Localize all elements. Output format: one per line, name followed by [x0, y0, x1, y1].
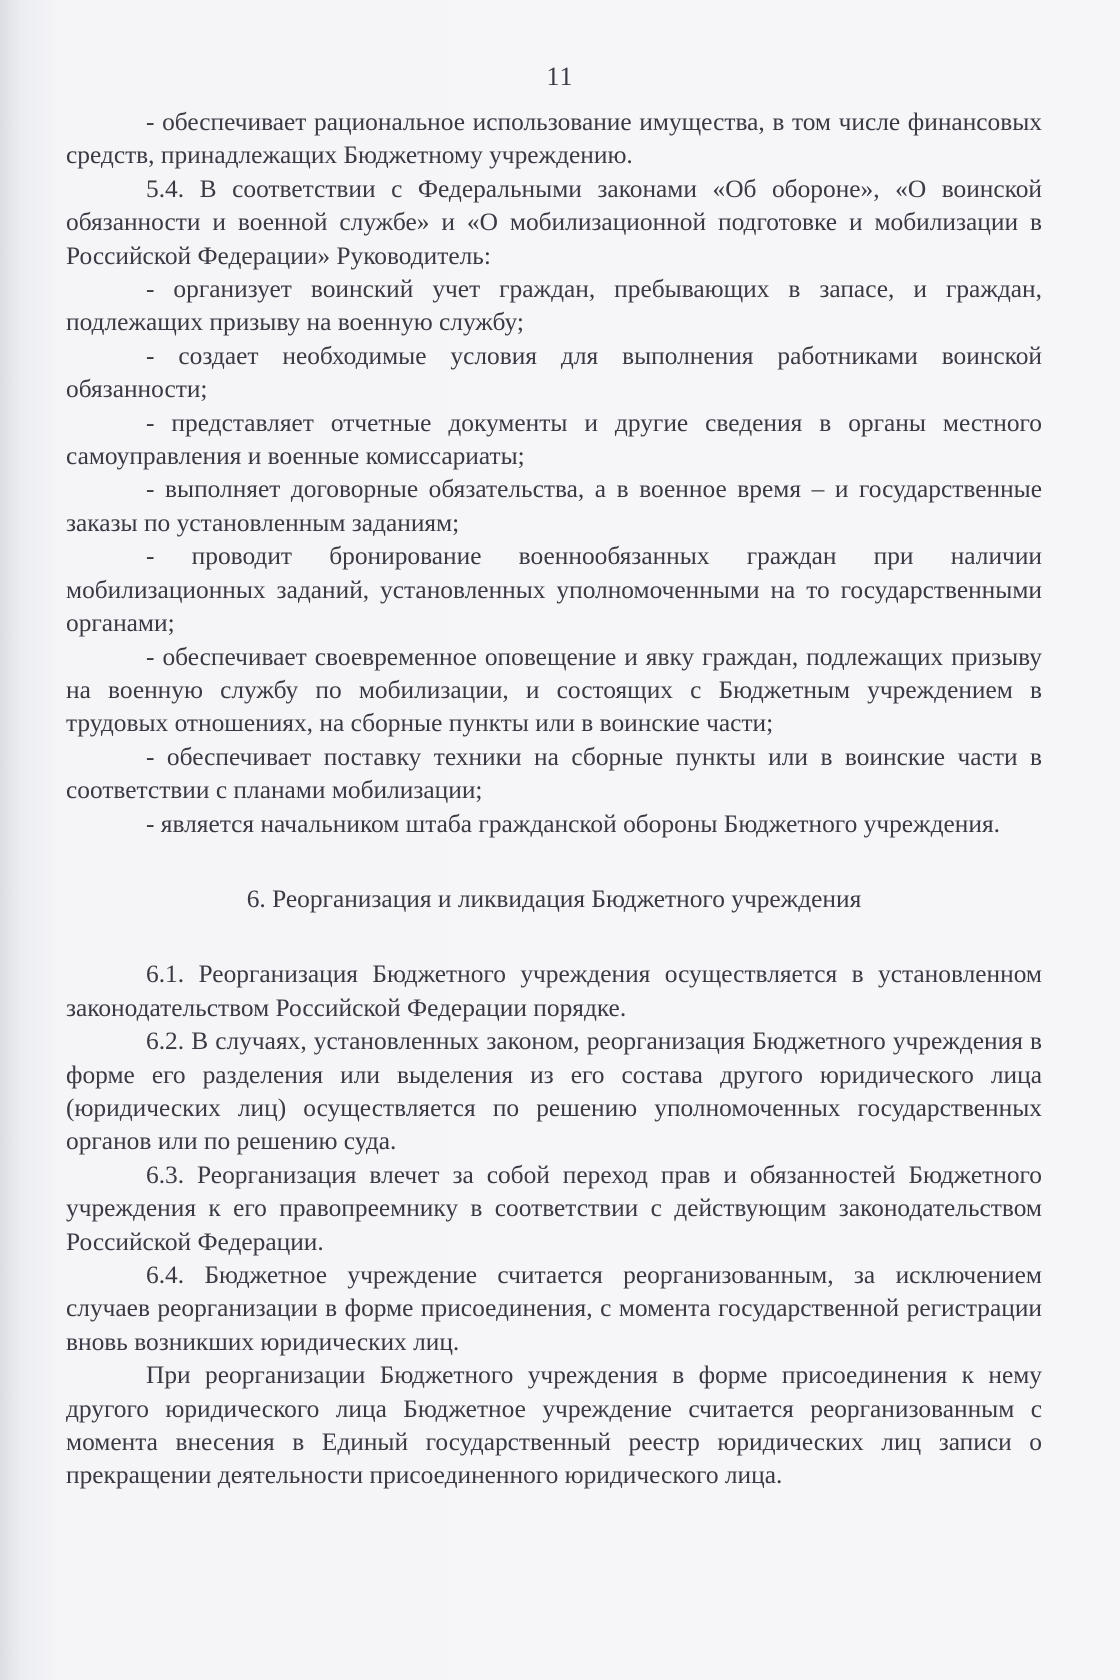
list-item-civil-defense: - является начальником штаба гражданской обороны Бюджетного учреждения.: [146, 809, 1000, 838]
paragraph-6-1: 6.1. Реорганизация Бюджетного учреждения осуществляется в установленном законодательством Российской Федерации порядке.: [66, 960, 1042, 1022]
list-item-notification: - обеспечивает своевременное оповещение и явку граждан, подлежащих призыву на военную службу по мобилизации, и состоящих с Бюджетным учреждением в трудовых отношениях, на сборные пункты или в воинские части;: [66, 642, 1042, 738]
paragraph-6-2: 6.2. В случаях, установленных законом, реорганизация Бюджетного учреждения в форме его разделения или выделения из его состава другого юридического лица (юридических лиц) осуществляется по решению уполномоченных государственных органов или по решению суда.: [66, 1027, 1042, 1156]
section-6-title: 6. Реорганизация и ликвидация Бюджетного учреждения: [246, 884, 862, 913]
list-item-reporting: - представляет отчетные документы и другие сведения в органы местного самоуправления и военные комиссариаты;: [66, 408, 1042, 471]
paragraph-5-4: 5.4. В соответствии с Федеральными законами «Об обороне», «О воинской обязанности и военной службе» и «О мобилизационной подготовке и мобилизации в Российской Федерации» Руководитель:: [66, 174, 1042, 270]
document-body: [66, 106, 1042, 1493]
list-item-conditions: - создает необходимые условия для выполнения работниками воинской обязанности;: [66, 341, 1042, 404]
list-item-obligations: - выполняет договорные обязательства, а в военное время – и государственные заказы по установленным заданиям;: [66, 475, 1042, 537]
paragraph-6-3: 6.3. Реорганизация влечет за собой переход прав и обязанностей Бюджетного учреждения к его правопреемнику в соответствии с действующим законодательством Российской Федерации.: [66, 1160, 1042, 1256]
paragraph-5-3-item: - обеспечивает рациональное использование имущества, в том числе финансовых средств, принадлежащих Бюджетному учреждению.: [66, 108, 1042, 170]
page-number: 11: [546, 62, 574, 91]
paragraph-6-4: 6.4. Бюджетное учреждение считается реорганизованным, за исключением случаев реорганизации в форме присоединения, с момента государственной регистрации вновь возникших юридических лиц.: [66, 1261, 1042, 1356]
list-item-reservation: - проводит бронирование военнообязанных граждан при наличии мобилизационных заданий, установленных уполномоченными на то государственными органами;: [66, 542, 1042, 638]
paragraph-6-4-merger: При реорганизации Бюджетного учреждения в форме присоединения к нему другого юридического лица Бюджетное учреждение считается реорганизованным с момента внесения в Единый государственный реестр юридических лиц записи о прекращении деятельности присоединенного юридического лица.: [66, 1361, 1042, 1490]
list-item-equipment-supply: - обеспечивает поставку техники на сборные пункты или в воинские части в соответствии с планами мобилизации;: [66, 742, 1042, 805]
list-item-military-registration: - организует воинский учет граждан, пребывающих в запасе, и граждан, подлежащих призыву на военную службу;: [66, 275, 1042, 337]
